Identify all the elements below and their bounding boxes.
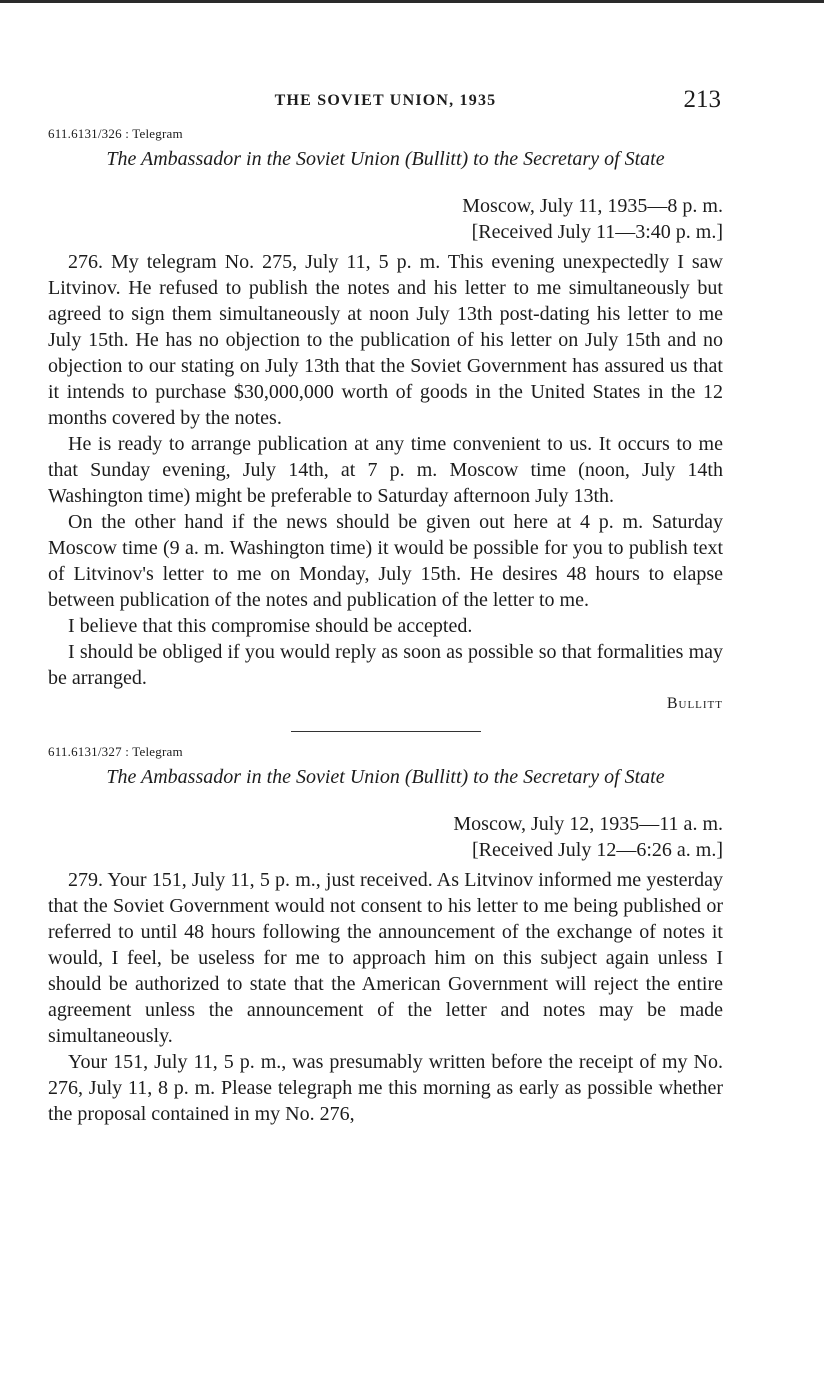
signature: Bullitt [666, 695, 723, 712]
received-line: [Received July 11—3:40 p. m.] [471, 221, 723, 243]
document-page [48, 86, 723, 1127]
section-separator [291, 731, 481, 732]
running-header [48, 86, 723, 118]
document-heading: The Ambassador in the Soviet Union (Bullitt) to the Secretary of State [106, 766, 665, 788]
file-reference: 611.6131/327 : Telegram [48, 744, 183, 759]
top-border-rule [0, 0, 824, 3]
running-title: THE SOVIET UNION, 1935 [274, 92, 497, 109]
body-paragraph: 279. Your 151, July 11, 5 p. m., just received. As Litvinov informed me yesterday that the Soviet Government would not consent to his letter to me being published or referred to until 48 hours following the announcement of the exchange of notes it would, I feel, be useless for me to approach him on this subject again unless I should be authorized to state that the American Government will reject the entire agreement unless the announcement of the letter and notes may be made simultaneously. [48, 869, 723, 1047]
body-paragraph: On the other hand if the news should be given out here at 4 p. m. Saturday Moscow time (9 a. m. Washington time) it would be possible for you to publish text of Litvinov's letter to me on Monday, July 15th. He desires 48 hours to elapse between publication of the notes and publication of the letter to me. [48, 511, 723, 611]
body-paragraph: I believe that this compromise should be accepted. [68, 615, 473, 637]
body-paragraph: I should be obliged if you would reply as soon as possible so that formalities may be arranged. [48, 641, 723, 689]
file-reference: 611.6131/326 : Telegram [48, 126, 183, 141]
telegram-section [48, 744, 723, 1127]
document-heading: The Ambassador in the Soviet Union (Bullitt) to the Secretary of State [106, 148, 665, 170]
page-number: 213 [683, 86, 721, 113]
received-line: [Received July 12—6:26 a. m.] [471, 839, 723, 861]
telegram-section [48, 126, 723, 713]
body-paragraph: Your 151, July 11, 5 p. m., was presumably written before the receipt of my No. 276, July 11, 8 p. m. Please telegraph me this morning as early as possible whether the proposal contained in my No. 276, [48, 1051, 723, 1125]
dateline: Moscow, July 11, 1935—8 p. m. [462, 195, 723, 217]
body-paragraph: 276. My telegram No. 275, July 11, 5 p. m. This evening unexpectedly I saw Litvinov. He refused to publish the notes and his letter to me simultaneously but agreed to sign them simultaneously at noon July 13th post-dating his letter to me July 15th. He has no objection to the publication of his letter on July 15th and no objection to our stating on July 13th that the Soviet Government has assured us that it intends to purchase $30,000,000 worth of goods in the United States in the 12 months covered by the notes. [48, 251, 723, 429]
dateline: Moscow, July 12, 1935—11 a. m. [453, 813, 723, 835]
body-paragraph: He is ready to arrange publication at any time convenient to us. It occurs to me that Sunday evening, July 14th, at 7 p. m. Moscow time (noon, July 14th Washington time) might be preferable to Saturday afternoon July 13th. [48, 433, 723, 507]
